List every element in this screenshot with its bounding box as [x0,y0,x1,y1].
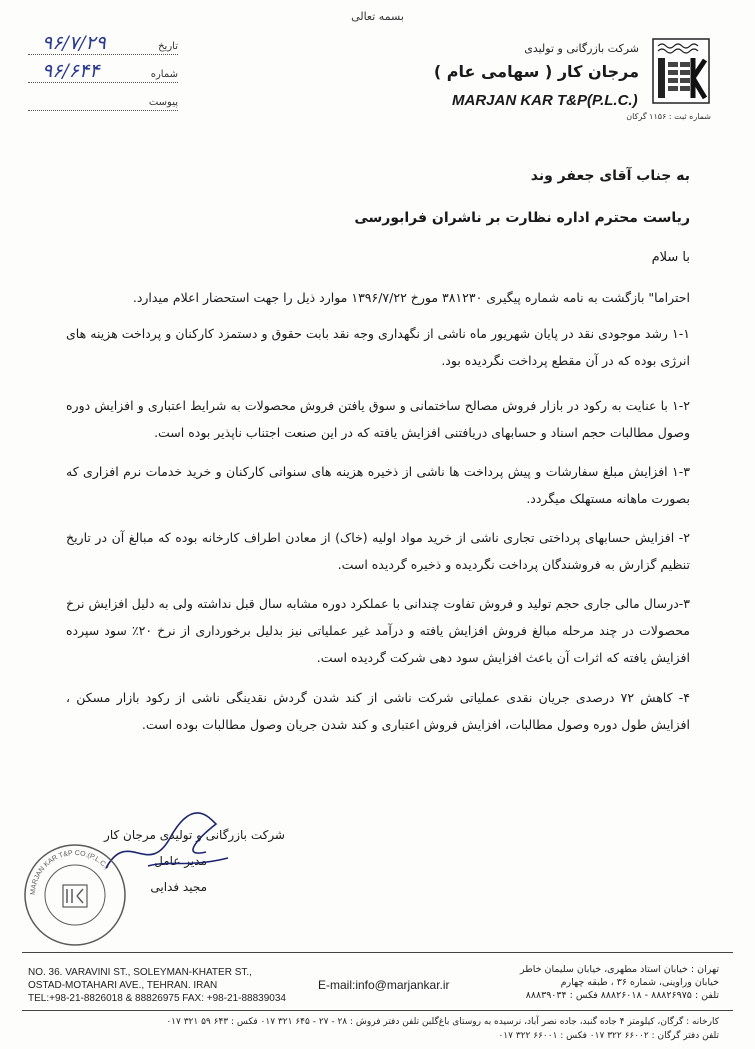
date-row [28,34,178,55]
paragraph-3: ۳-درسال مالی جاری حجم تولید و فروش تفاوت چندانی با عملکرد دوره مشابه سال قبل نداشته ولی به دلیل افزایش نرخ محصولات در چند مرحله مبالغ فروش افزایش یافته و درآمد غیر عملیاتی نیز بدلیل برخورداری از نرخ ۲۰٪ سود سپرده افزایش یافته که اثرات آن باعث افزایش سود دهی شرکت گردیده است. [66,596,690,665]
paragraph-2: ۲- افزایش حسابهای پرداختی تجاری ناشی از خرید مواد اولیه (خاک) از معادن اطراف کارخانه بوده که مبالغ آن در تاریخ تنظیم گزارش به فروشندگان پرداخت نگردیده و ذخیره گردیده است. [66,530,690,572]
company-latin-name: MARJAN KAR T&P(P.L.C.) [452,92,638,109]
phone-english: TEL:+98-21-8826018 & 88826975 FAX: +98-21-88839034 [28,993,286,1004]
attachment-row [28,90,178,111]
address-english [28,966,286,1005]
signature-name: مجید فدایی [150,880,207,894]
signature-title: مدیر عامل [154,854,207,868]
factory-line-2: تلفن دفتر گرگان : ۶۶۰۰۲ ۳۲۲ ۰۱۷ فکس : ۶۶۰۰۱ ۳۲۲ ۰۱۷ [498,1031,719,1041]
company-name: مرجان کار ( سهامی عام ) [433,62,639,81]
paragraph-4: ۴- کاهش ۷۲ درصدی جریان نقدی عملیاتی شرکت ناشی از کند شدن گردش نقدینگی ناشی از رکود بازار مسکن ، افزایش طول دوره وصول مطالبات، افزایش فروش اعتباری و کند شدن جریان وصول مطالبات بوده است. [66,690,690,732]
signature-company: شرکت بازرگانی و تولیدی مرجان کار [104,828,285,842]
footer-divider [22,952,733,953]
attachment-label: پیوست [148,97,178,108]
number-row [28,62,178,83]
stamp-text: MARJAN KAR T&P CO.(P.L.C.) [29,849,110,896]
email-address: E-mail:info@marjankar.ir [318,978,450,992]
footer-divider-2 [22,1010,733,1011]
date-label: تاریخ [158,41,178,52]
date-value: ۹۶/۷/۲۹ [42,32,106,54]
company-logo [652,38,710,104]
company-stamp [20,840,130,950]
recipient: ریاست محترم اداره نظارت بر ناشران فرابورسی [354,210,690,226]
paragraph-intro: احتراما" بازگشت به نامه شماره پیگیری ۳۸۱۲۳۰ مورخ ۱۳۹۶/۷/۲۲ موارد ذیل را جهت استحضار اعلام میدارد. [132,290,690,305]
factory-info [166,1015,719,1043]
number-label: شماره [150,69,178,80]
registration-number: شماره ثبت : ۱۱۵۶ گرکان [626,112,711,121]
paragraph-1-3: ۱-۳ افزایش مبلغ سفارشات و پیش پرداخت ها ناشی از ذخیره هزینه های سنواتی کارکنان و خرید خدمات نرم افزاری که بصورت ماهانه مستهلک میگردد. [66,464,690,506]
paragraph-1-2: ۱-۲ با عنایت به رکود در بازار فروش مصالح ساختمانی و سوق یافتن فروش محصولات به شرایط اعتباری و افزایش دوره وصول مطالبات حجم اسناد و حسابهای دریافتنی افزایش یافته که در این صنعت اجتناب ناپذیر بوده است. [66,398,690,440]
address-en-line-2: OSTAD-MOTAHARI AVE., TEHRAN. IRAN [28,980,218,991]
greeting: با سلام [651,250,690,265]
basmala: بسمه تعالی [351,10,404,23]
company-type: شرکت بازرگانی و تولیدی [524,42,639,55]
address-fa-line-2: خیابان وراوینی، شماره ۳۶ ، طبقه چهارم [560,977,719,988]
paragraph-1-1: ۱-۱ رشد موجودی نقد در پایان شهریور ماه ناشی از نگهداری وجه نقد بابت حقوق و دستمزد کارکنان و پرداخت هزینه های انرژی بوده که در آن مقطع پرداخت نگردیده بود. [66,326,690,368]
address-persian [520,963,719,1002]
factory-line-1: کارخانه : گرگان، کیلومتر ۴ جاده گنبد، جاده نصر آباد، نرسیده به روستای باغ‌گلبن تلفن دفتر فروش : ۲۸ - ۲۷ - ۶۴۵ ۳۲۱ ۰۱۷ فکس : ۶۴۳ ۵۹ ۳۲۱ ۰۱۷ [166,1017,719,1027]
salutation: به جناب آقای جعفر وند [530,168,690,184]
address-fa-line-1: تهران : خیابان استاد مطهری، خیابان سلیمان خاطر [519,964,719,975]
address-en-line-1: NO. 36. VARAVINI ST., SOLEYMAN-KHATER ST., [28,967,252,978]
phone-persian: تلفن : ۸۸۸۲۶۹۷۵ - ۸۸۸۲۶۰۱۸ فکس : ۸۸۸۳۹۰۳۴ [525,990,719,1001]
number-value: ۹۶/۶۴۴ [42,60,100,82]
